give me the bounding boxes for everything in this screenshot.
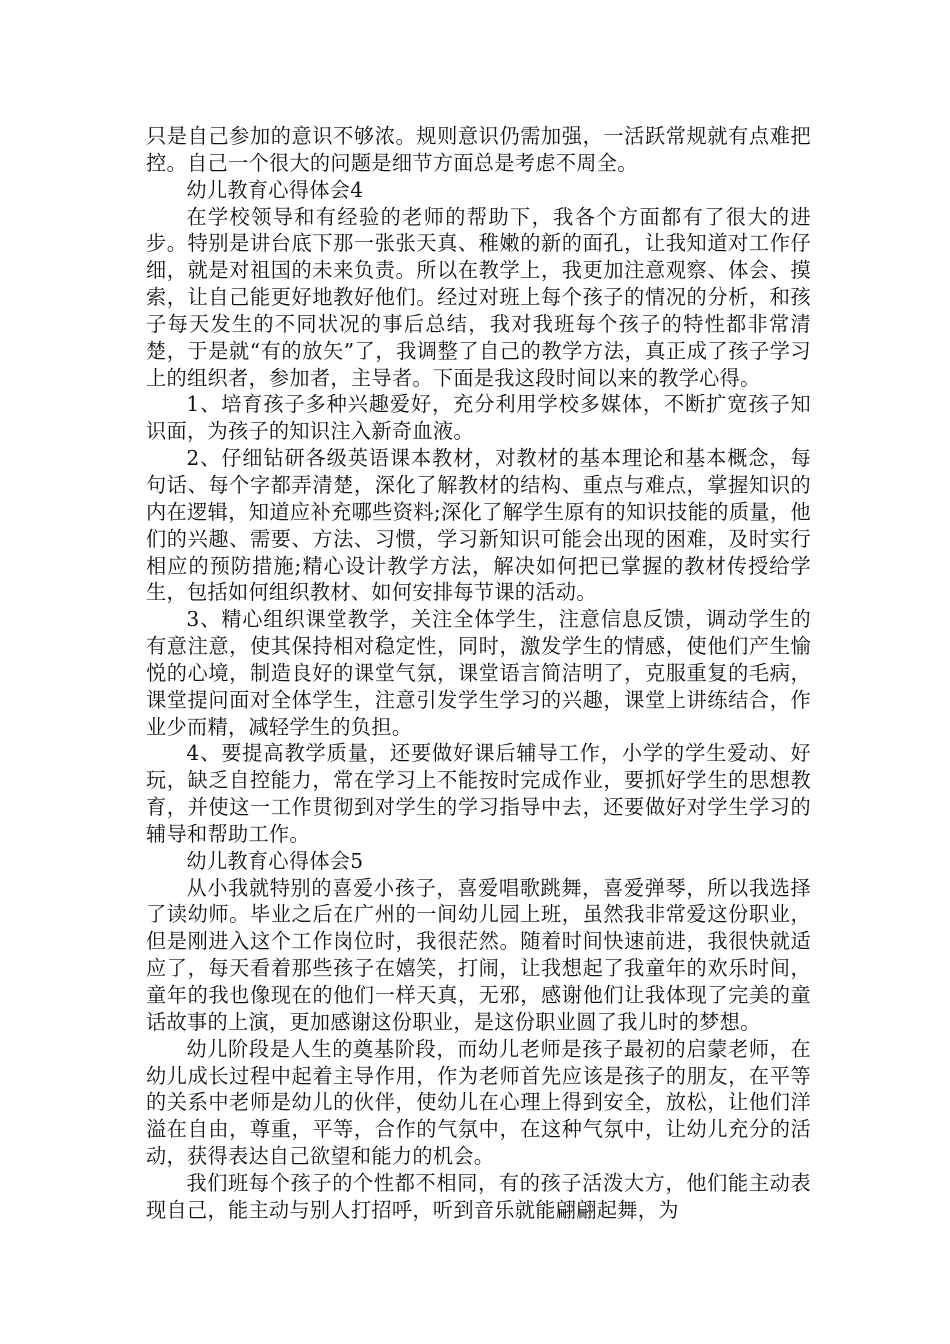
paragraph: 从小我就特别的喜爱小孩子，喜爱唱歌跳舞，喜爱弹琴，所以我选择了读幼师。毕业之后在广州的一间幼儿园上班，虽然我非常爱这份职业，但是刚进入这个工作岗位时，我很茫然。随着时间快速前进，我很快就适应了，每天看着那些孩子在嬉笑，打闹，让我想起了我童年的欢乐时间，童年的我也像现在的他们一样天真，无邪，感谢他们让我体现了完美的童话故事的上演，更加感谢这份职业，是这份职业圆了我儿时的梦想。 (146, 875, 811, 1034)
list-paragraph-3: 3、精心组织课堂教学，关注全体学生，注意信息反馈，调动学生的有意注意，使其保持相对稳定性，同时，激发学生的情感，使他们产生愉悦的心境，制造良好的课堂气氛，课堂语言简洁明了，克服重复的毛病，课堂提问面对全体学生，注意引发学生学习的兴趣，课堂上讲练结合，作业少而精，减轻学生的负担。 (146, 607, 811, 739)
document-body (146, 123, 811, 1224)
paragraph-continuation: 只是自己参加的意识不够浓。规则意识仍需加强，一活跃常规就有点难把控。自己一个很大的问题是细节方面总是考虑不周全。 (146, 124, 811, 175)
list-paragraph-2: 2、仔细钻研各级英语课本教材，对教材的基本理论和基本概念，每句话、每个字都弄清楚，深化了解教材的结构、重点与难点，掌握知识的内在逻辑，知道应补充哪些资料;深化了解学生原有的知识技能的质量，他们的兴趣、需要、方法、习惯，学习新知识可能会出现的困难，及时实行相应的预防措施;精心设计教学方法，解决如何把已掌握的教材传授给学生，包括如何组织教材、如何安排每节课的活动。 (146, 446, 811, 605)
list-paragraph-1: 1、培育孩子多种兴趣爱好，充分利用学校多媒体，不断扩宽孩子知识面，为孩子的知识注入新奇血液。 (146, 392, 811, 444)
section-heading-5: 幼儿教育心得体会5 (186, 848, 364, 873)
paragraph: 在学校领导和有经验的老师的帮助下，我各个方面都有了很大的进步。特别是讲台底下那一张张天真、稚嫩的新的面孔，让我知道对工作仔细，就是对祖国的未来负责。所以在教学上，我更加注意观察、体会、摸索，让自己能更好地教好他们。经过对班上每个孩子的情况的分析，和孩子每天发生的不同状况的事后总结，我对我班每个孩子的特性都非常清楚，于是就“有的放矢”了，我调整了自己的教学方法，真正成了孩子学习上的组织者，参加者，主导者。下面是我这段时间以来的教学心得。 (146, 204, 811, 390)
section-heading-4: 幼儿教育心得体会4 (186, 177, 364, 202)
list-paragraph-4: 4、要提高教学质量，还要做好课后辅导工作，小学的学生爱动、好玩，缺乏自控能力，常在学习上不能按时完成作业，要抓好学生的思想教育，并使这一工作贯彻到对学生的学习指导中去，还要做好对学生学习的辅导和帮助工作。 (146, 741, 811, 846)
paragraph: 幼儿阶段是人生的奠基阶段，而幼儿老师是孩子最初的启蒙老师，在幼儿成长过程中起着主导作用，作为老师首先应该是孩子的朋友，在平等的关系中老师是幼儿的伙伴，使幼儿在心理上得到安全，放松，让他们洋溢在自由，尊重，平等，合作的气氛中，在这种气氛中，让幼儿充分的活动，获得表达自己欲望和能力的机会。 (146, 1036, 811, 1169)
paragraph: 我们班每个孩子的个性都不相同，有的孩子活泼大方，他们能主动表现自己，能主动与别人打招呼，听到音乐就能翩翩起舞，为 (146, 1170, 811, 1222)
